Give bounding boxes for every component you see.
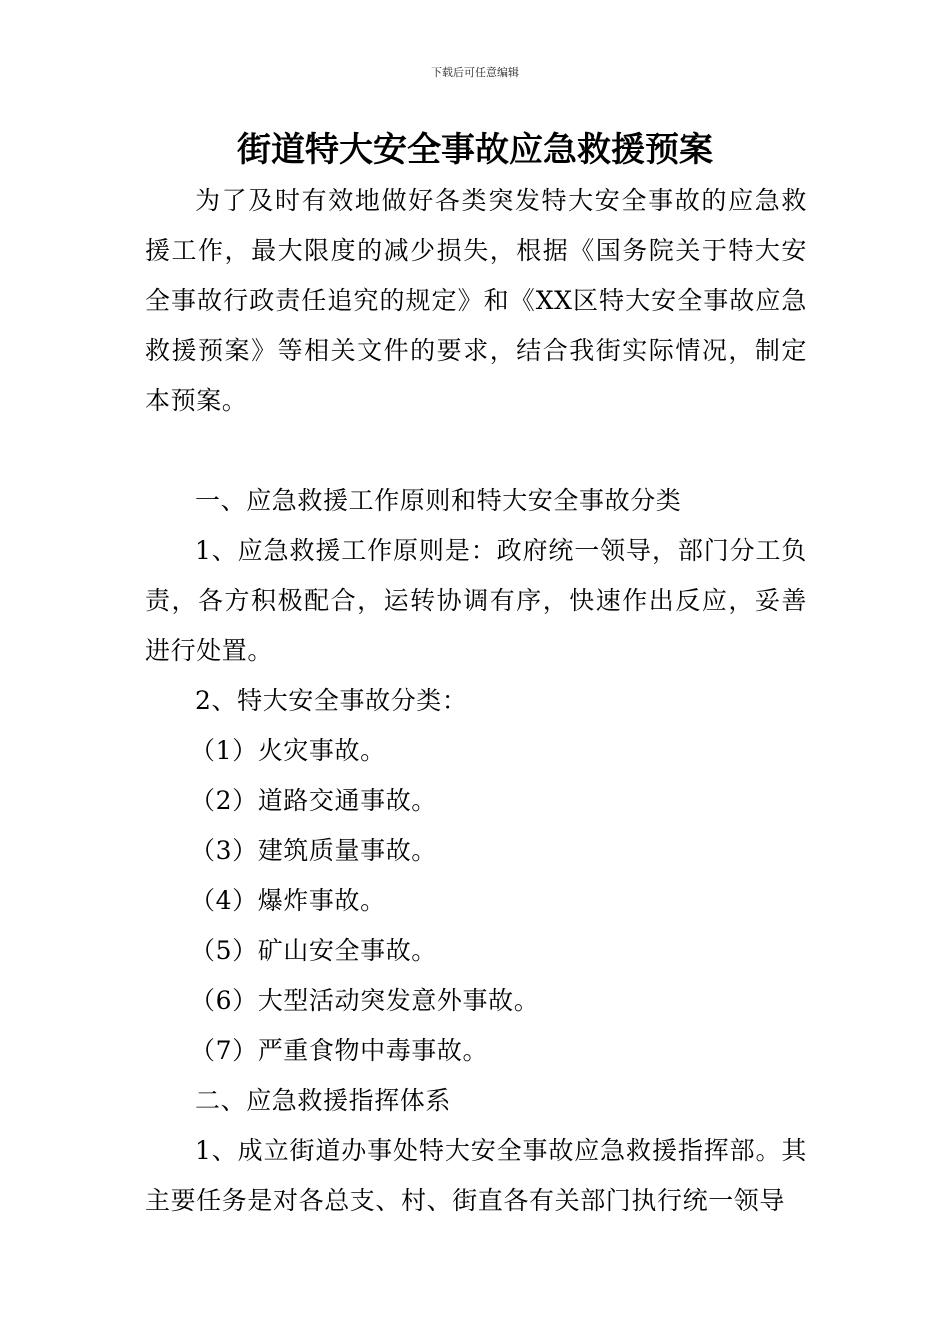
list-item: （1）火灾事故。 bbox=[190, 736, 386, 765]
list-item: （4）爆炸事故。 bbox=[190, 886, 386, 915]
section1-heading: 一、应急救援工作原则和特大安全事故分类 bbox=[195, 486, 682, 515]
list-item: （6）大型活动突发意外事故。 bbox=[190, 986, 540, 1015]
list-item: （3）建筑质量事故。 bbox=[190, 836, 437, 865]
list-item: （5）矿山安全事故。 bbox=[190, 936, 437, 965]
page-header-note: 下载后可任意编辑 bbox=[431, 66, 519, 79]
section2-paragraph: 1、成立街道办事处特大安全事故应急救援指挥部。其主要任务是对各总支、村、街直各有关部门执行统一领导 bbox=[145, 1136, 807, 1215]
section1-principle-paragraph: 1、应急救援工作原则是：政府统一领导，部门分工负责，各方积极配合，运转协调有序，快速作出反应，妥善进行处置。 bbox=[145, 536, 807, 665]
list-item: （7）严重食物中毒事故。 bbox=[190, 1036, 489, 1065]
document-title: 街道特大安全事故应急救援预案 bbox=[237, 130, 713, 170]
section1-classification-paragraph: 2、特大安全事故分类： bbox=[195, 686, 468, 715]
paragraph-spacer bbox=[145, 426, 807, 476]
intro-paragraph: 为了及时有效地做好各类突发特大安全事故的应急救援工作，最大限度的减少损失，根据《国务院关于特大安全事故行政责任追究的规定》和《XX区特大安全事故应急救援预案》等相关文件的要求，结合我街实际情况，制定本预案。 bbox=[145, 186, 807, 415]
list-item: （2）道路交通事故。 bbox=[190, 786, 437, 815]
section2-heading: 二、应急救援指挥体系 bbox=[195, 1086, 452, 1115]
document-body bbox=[145, 176, 807, 1226]
